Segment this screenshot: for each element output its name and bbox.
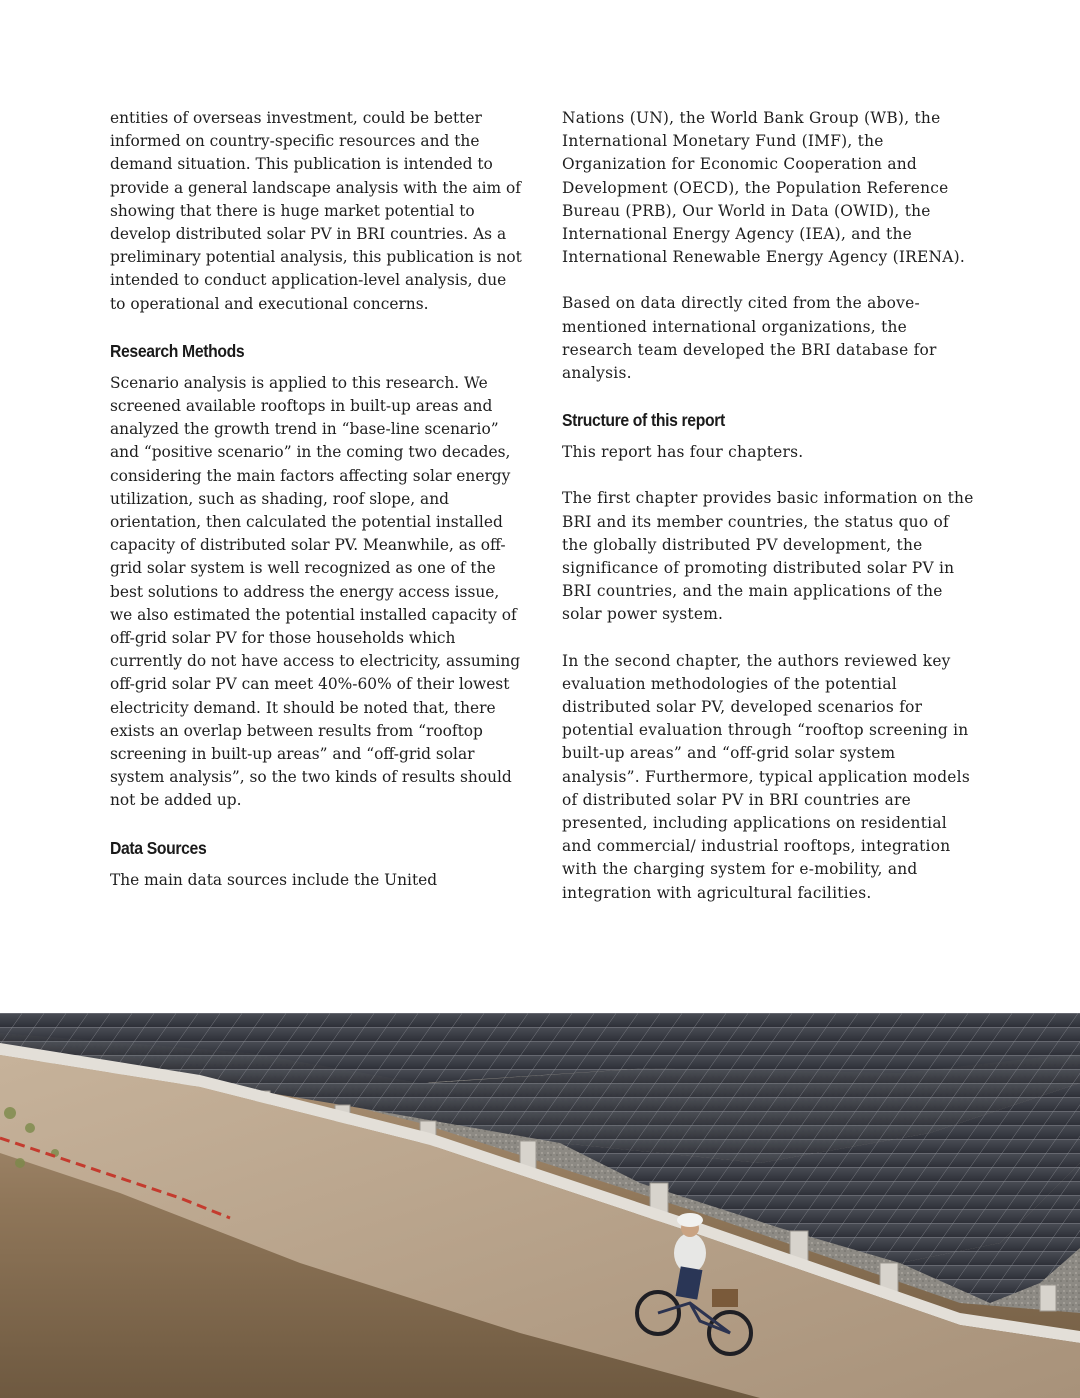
data-sources-paragraph-start: The main data sources include the United <box>110 870 438 889</box>
database-paragraph: Based on data directly cited from the above-mentioned international organizations, the research team developed the BRI database for analysis. <box>562 294 937 383</box>
data-sources-paragraph-cont: Nations (UN), the World Bank Group (WB), the International Monetary Fund (IMF), the Organization for Economic Cooperation and Development (OECD), the Population Reference Bureau (PRB), Our World in Data (OWID), the International Energy Agency (IEA), and the International Renewable Energy Agency (IRENA). <box>562 109 965 267</box>
research-methods-heading: Research Methods <box>110 340 245 361</box>
chapter-one-paragraph: The first chapter provides basic information on the BRI and its member countries, the status quo of the globally distributed PV development, the significance of promoting distributed solar PV in BRI countries, and the main applications of the solar power system. <box>562 489 974 624</box>
intro-paragraph: entities of overseas investment, could be better informed on country-specific resources and the demand situation. This publication is intended to provide a general landscape analysis with the aim of showing that there is huge market potential to develop distributed solar PV in BRI countries. As a preliminary potential analysis, this publication is not intended to conduct application-level analysis, due to operational and executional concerns. <box>110 109 522 313</box>
structure-intro: This report has four chapters. <box>562 443 804 462</box>
solar-farm-photo <box>0 1013 1080 1398</box>
chapter-two-paragraph: In the second chapter, the authors reviewed key evaluation methodologies of the potential distributed solar PV, developed scenarios for potential evaluation through “rooftop screening in built-up areas” and “off-grid solar system analysis”. Furthermore, typical application models of distributed solar PV in BRI countries are presented, including applications on residential and commercial/ industrial rooftops, integration with the charging system for e-mobility, and integration with agricultural facilities. <box>562 651 970 902</box>
left-column <box>110 107 522 915</box>
data-sources-heading: Data Sources <box>110 837 207 858</box>
right-column <box>562 107 974 928</box>
structure-heading: Structure of this report <box>562 410 725 431</box>
research-methods-paragraph: Scenario analysis is applied to this research. We screened available rooftops in built-up areas and analyzed the growth trend in “base-line scenario” and “positive scenario” in the coming two decades, considering the main factors affecting solar energy utilization, such as shading, roof slope, and orientation, then calculated the potential installed capacity of distributed solar PV. Meanwhile, as off-grid solar system is well recognized as one of the best solutions to address the energy access issue, we also estimated the potential installed capacity of off-grid solar PV for those households which currently do not have access to electricity, assuming off-grid solar PV can meet 40%-60% of their lowest electricity demand. It should be noted that, there exists an overlap between results from “rooftop screening in built-up areas” and “off-grid solar system analysis”, so the two kinds of results should not be added up. <box>110 373 521 810</box>
